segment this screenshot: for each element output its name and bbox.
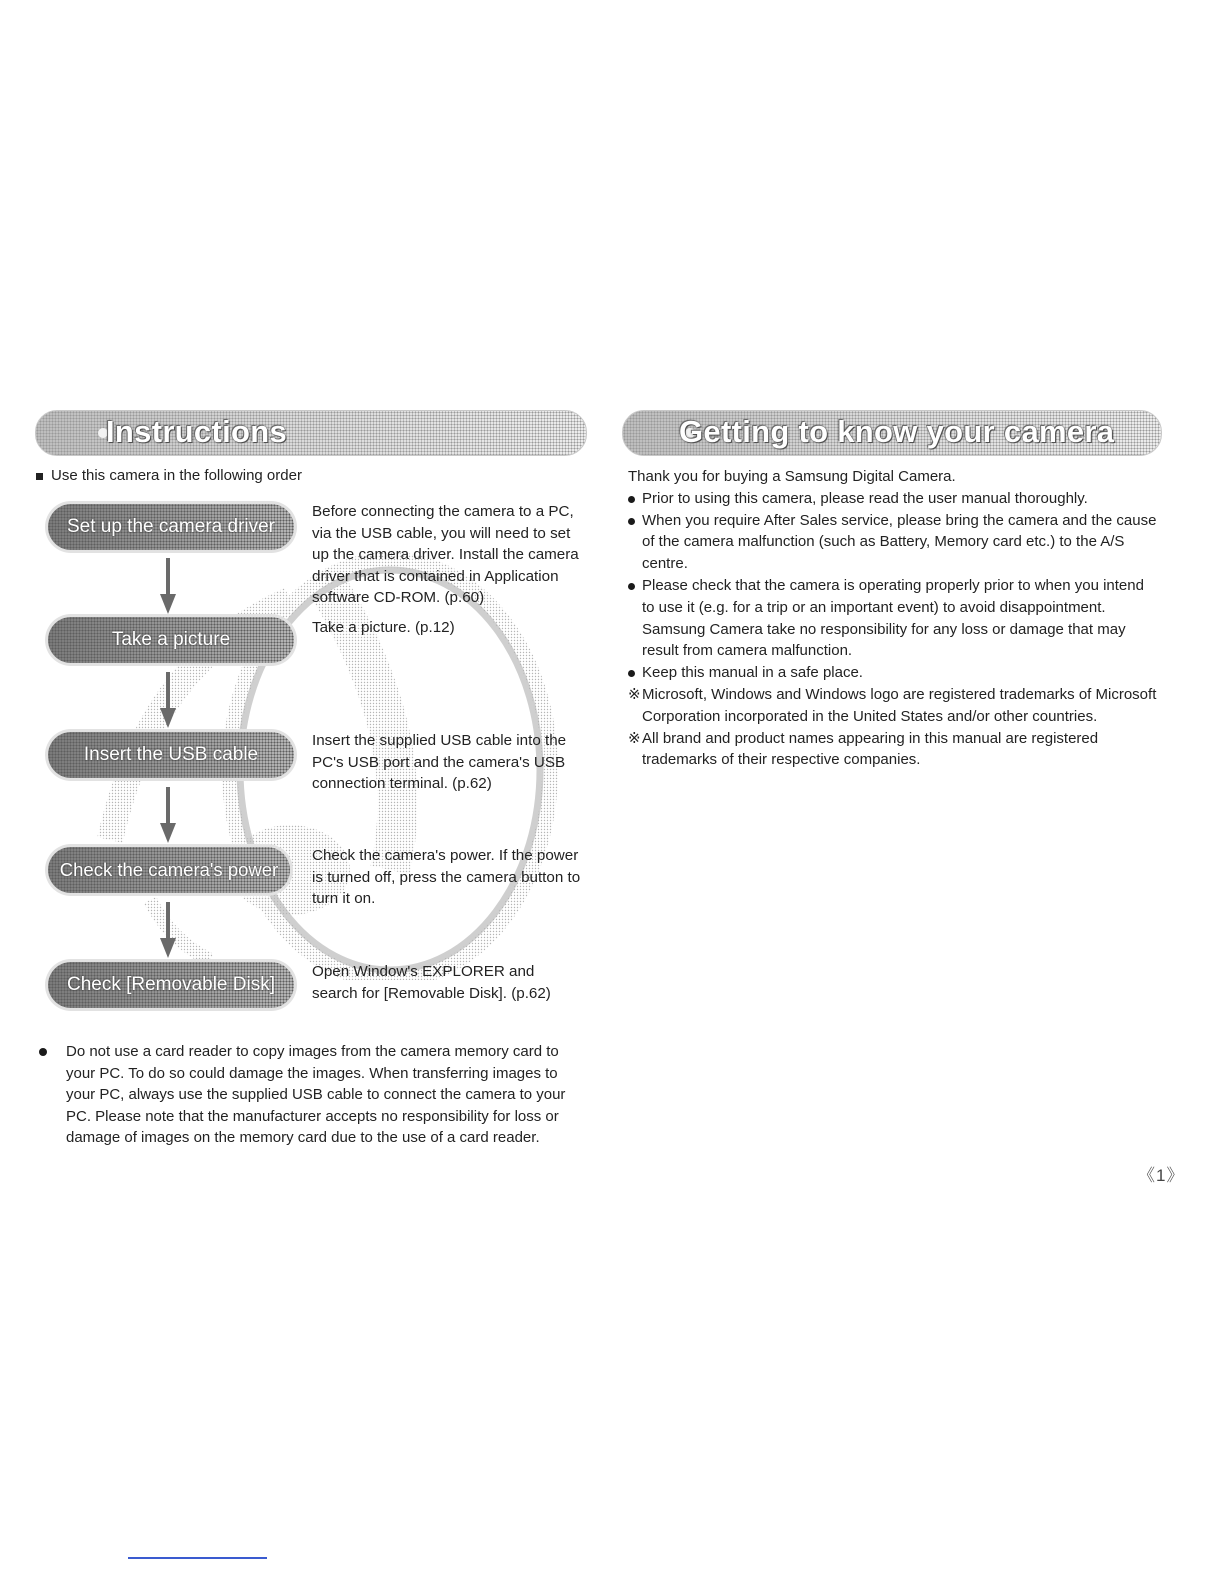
trademark-note: Microsoft, Windows and Windows logo are registered trademarks of Microsoft Corporation incorporated in the United States and/or other countries. — [642, 685, 1157, 725]
step-description: Open Window's EXPLORER and search for [Removable Disk]. (p.62) — [312, 963, 551, 1002]
bullet-text: Please check that the camera is operating properly prior to when you intend to use it (e.g. for a trip or an important event) to avoid disappointment. Samsung Camera take no responsibility for any loss or damage that may result from camera malfunction. — [642, 576, 1144, 660]
list-item — [628, 728, 1158, 772]
down-arrow-icon — [158, 787, 178, 843]
down-arrow-icon — [158, 558, 178, 614]
card-reader-note — [36, 1041, 581, 1149]
bullet-text: When you require After Sales service, please bring the camera and the cause of the camera malfunction (such as Battery, Memory card etc.) to the A/S centre. — [642, 511, 1157, 573]
instructions-title: Instructions — [106, 414, 288, 449]
reference-mark-icon: ※ — [628, 685, 641, 703]
down-arrow-icon — [158, 902, 178, 958]
bullet-text: Keep this manual in a safe place. — [642, 664, 863, 682]
list-item — [36, 1041, 581, 1149]
trademark-note: All brand and product names appearing in this manual are registered trademarks of their respective companies. — [642, 729, 1099, 769]
bullet-dot-icon — [628, 662, 642, 684]
step-description: Check the camera's power. If the power is turned off, press the camera button to turn it on. — [312, 847, 581, 907]
getting-to-know-header-bar — [622, 410, 1162, 456]
getting-to-know-body — [628, 466, 1158, 771]
bullet-dot-icon — [628, 488, 642, 510]
bullet-text: Prior to using this camera, please read the user manual thoroughly. — [642, 489, 1088, 507]
footer-divider — [128, 1557, 267, 1559]
down-arrow-icon — [158, 672, 178, 728]
step-check-removable-disk: Check [Removable Disk] — [48, 962, 294, 1008]
reference-mark-icon: ※ — [628, 729, 641, 747]
page-number: 《1》 — [1138, 1166, 1185, 1185]
step-set-up-camera-driver: Set up the camera driver — [48, 504, 294, 550]
step-description: Insert the supplied USB cable into the PC's USB port and the camera's USB connection terminal. (p.62) — [312, 732, 567, 792]
square-bullet-icon — [36, 473, 43, 480]
note-text: Do not use a card reader to copy images from the camera memory card to your PC. To do so could damage the images. When transferring images to your PC, always use the supplied USB cable to connect the camera to your PC. Please note that the manufacturer accepts no responsibility for loss or damage of images on the memory card due to the use of a card reader. — [66, 1043, 566, 1146]
instructions-lead — [36, 467, 302, 484]
step-description: Before connecting the camera to a PC, via the USB cable, you will need to set up the camera driver. Install the camera driver that is contained in Application software CD-ROM. (p.60) — [312, 503, 579, 606]
getting-to-know-title: Getting to know your camera — [679, 414, 1115, 449]
bullet-dot-icon — [628, 575, 642, 597]
bullet-dot-icon — [628, 510, 642, 532]
list-item — [628, 662, 1158, 684]
list-item — [628, 684, 1158, 728]
list-item — [628, 510, 1158, 575]
list-item — [628, 488, 1158, 510]
intro-text: Thank you for buying a Samsung Digital Camera. — [628, 468, 956, 485]
step-description: Take a picture. (p.12) — [312, 619, 455, 636]
list-item — [628, 575, 1158, 662]
lead-text: Use this camera in the following order — [51, 467, 302, 484]
step-take-a-picture: Take a picture — [48, 617, 294, 663]
instructions-header-bar — [35, 410, 587, 456]
step-insert-usb-cable: Insert the USB cable — [48, 732, 294, 778]
bullet-dot-icon — [39, 1041, 59, 1063]
step-check-camera-power: Check the camera's power — [48, 847, 290, 893]
